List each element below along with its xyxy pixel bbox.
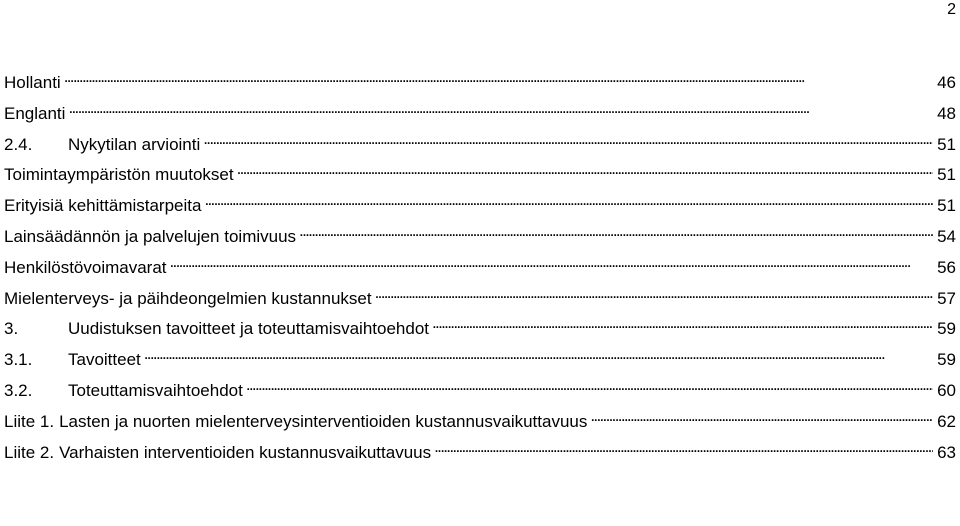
page-number: 2 (947, 1, 956, 18)
toc-dot-leader (68, 97, 933, 119)
toc-entry[interactable] (4, 374, 956, 405)
toc-entry[interactable] (4, 405, 956, 436)
toc-entry-title: Hollanti (4, 73, 61, 92)
toc-entry-title: Nykytilan arviointi (68, 134, 201, 154)
toc-dot-leader (64, 66, 933, 88)
toc-entry[interactable] (4, 282, 956, 313)
toc-entry-title: Varhaisten interventioiden kustannusvaikuttavuus (59, 442, 432, 462)
table-of-contents (4, 66, 956, 466)
toc-entry-title: Uudistuksen tavoitteet ja toteuttamisvaihtoehdot (68, 319, 429, 339)
toc-dot-leader (170, 251, 933, 273)
toc-entry-title: Lasten ja nuorten mielenterveysinterventioiden kustannusvaikuttavuus (59, 411, 588, 431)
toc-entry-title: Englanti (4, 103, 66, 123)
toc-entry[interactable] (4, 251, 956, 282)
toc-entry[interactable] (4, 220, 956, 251)
toc-entry[interactable] (4, 66, 956, 97)
toc-entry-page: 51 (937, 165, 956, 185)
toc-entry-page: 62 (937, 411, 956, 431)
toc-dot-leader (144, 343, 933, 365)
toc-entry[interactable] (4, 436, 956, 467)
toc-entry-page: 54 (937, 226, 956, 246)
toc-dot-leader (375, 282, 933, 304)
toc-entry-page: 48 (937, 103, 956, 123)
toc-entry[interactable] (4, 312, 956, 343)
toc-entry-title: Toimintaympäristön muutokset (4, 165, 234, 185)
toc-entry[interactable] (4, 343, 956, 374)
toc-entry-page: 51 (937, 196, 956, 216)
toc-entry[interactable] (4, 128, 956, 159)
toc-entry-number: 2.4. (4, 134, 33, 154)
toc-entry-page: 63 (937, 442, 956, 462)
toc-entry-page: 59 (937, 350, 956, 370)
toc-entry[interactable] (4, 158, 956, 189)
toc-entry-number: 3.1. (4, 350, 33, 370)
toc-entry[interactable] (4, 189, 956, 220)
toc-entry-number: 3. (4, 319, 19, 339)
toc-entry-title: Erityisiä kehittämistarpeita (4, 196, 202, 216)
toc-dot-leader (590, 405, 933, 427)
toc-entry-number: 3.2. (4, 380, 33, 400)
toc-entry-page: 46 (937, 73, 956, 92)
toc-dot-leader (203, 128, 933, 150)
toc-dot-leader (299, 220, 933, 242)
toc-entry-page: 57 (937, 288, 956, 308)
toc-entry[interactable] (4, 97, 956, 128)
toc-dot-leader (204, 189, 933, 211)
toc-entry-title: Henkilöstövoimavarat (4, 257, 167, 277)
toc-dot-leader (432, 312, 933, 334)
toc-entry-title: Mielenterveys- ja päihdeongelmien kustannukset (4, 288, 372, 308)
toc-entry-title: Lainsäädännön ja palvelujen toimivuus (4, 226, 297, 246)
toc-entry-page: 51 (937, 134, 956, 154)
toc-entry-page: 56 (937, 257, 956, 277)
toc-entry-page: 60 (937, 380, 956, 400)
toc-entry-title: Toteuttamisvaihtoehdot (68, 380, 243, 400)
toc-entry-number: Liite 2. (4, 442, 55, 462)
toc-dot-leader (246, 374, 933, 396)
toc-dot-leader (434, 436, 933, 458)
toc-dot-leader (237, 158, 933, 180)
toc-entry-page: 59 (937, 319, 956, 339)
toc-entry-number: Liite 1. (4, 411, 55, 431)
toc-entry-title: Tavoitteet (68, 350, 141, 370)
